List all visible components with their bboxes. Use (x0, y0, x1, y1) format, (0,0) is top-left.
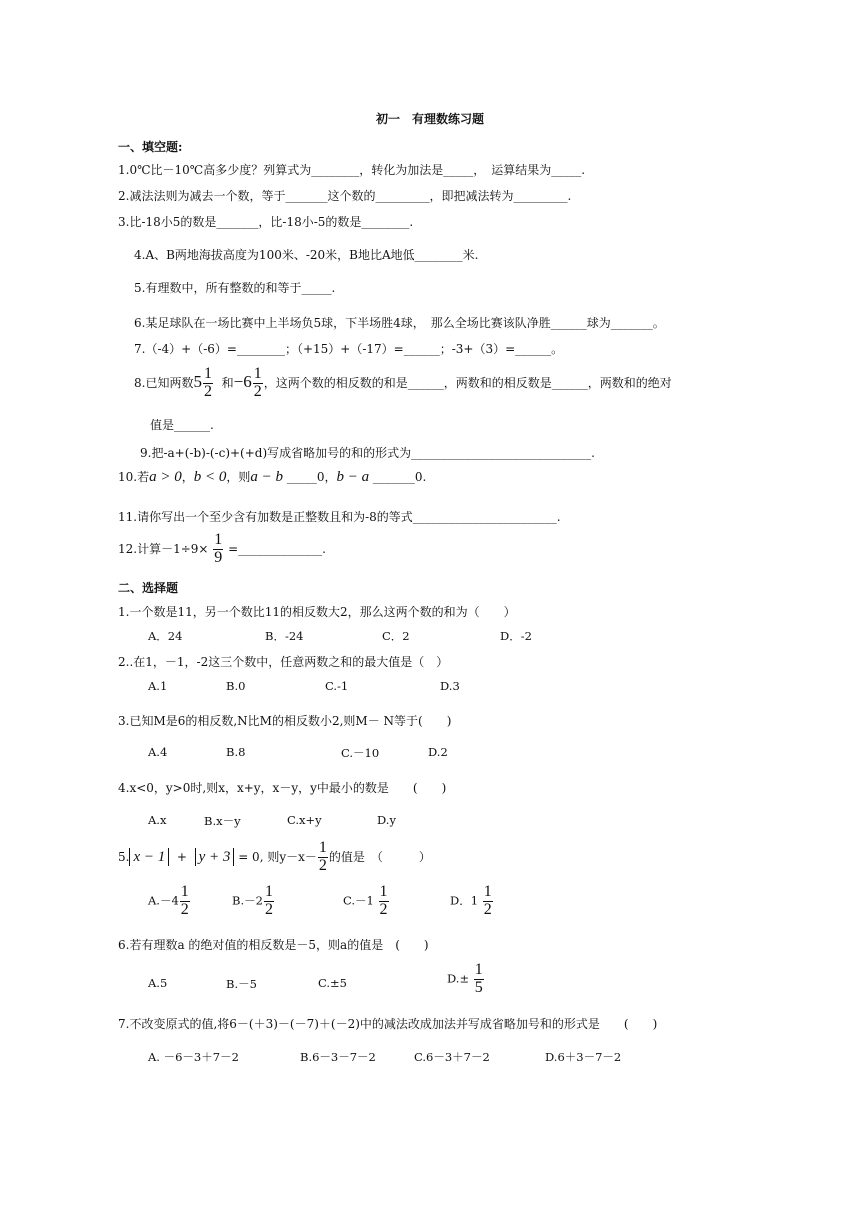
question-5: 5.有理数中，所有整数的和等于_____. (134, 281, 336, 295)
question-2: 2.减法法则为减去一个数，等于_______这个数的_________，即把减法转为_________. (118, 189, 572, 203)
c5-frac-num: 1 (318, 839, 327, 856)
c5-b-fraction (264, 884, 274, 919)
q12-rest: =______________. (228, 541, 326, 556)
choice-5-option-b (232, 884, 275, 919)
choice-4-stem: 4.x<0，y>0时,则x，x+y，x－y，y中最小的数是 ( ) (118, 781, 447, 795)
choice-2-option-a: A.1 (148, 679, 168, 693)
question-9: 9.把-a+(-b)-(-c)+(+d)写成省略加号的和的形式为______________________________. (140, 446, 595, 460)
c5-fraction (318, 840, 328, 875)
question-8 (134, 366, 672, 401)
q10-sep: ， (181, 470, 194, 484)
choice-5-option-d (450, 884, 494, 919)
choice-4-option-c: C.x+y (287, 813, 322, 827)
c5-c-fraction (379, 884, 389, 919)
choice-2-option-d: D.3 (440, 679, 460, 693)
choice-3-option-c: C.－10 (341, 746, 380, 760)
question-1: 1.0℃比－10℃高多少度？列算式为________，转化为加法是_____， 运算结果为_____. (118, 163, 586, 177)
question-8-cont: 值是______. (150, 418, 214, 432)
c5-b-den: 2 (264, 900, 273, 918)
c5-rest: 的值是 （ ） (328, 849, 431, 864)
section-fill-in: 一、填空题: (118, 140, 183, 154)
c5-c-num: 1 (379, 883, 388, 900)
q8-whole2: −6 (233, 371, 252, 391)
choice-4-option-a: A.x (148, 813, 167, 827)
choice-1-option-a: A．24 (148, 629, 183, 643)
q8-rest: ，这两个数的相反数的和是______，两数和的相反数是______，两数和的绝对 (263, 375, 672, 390)
q10-blank-2: _______0. (372, 470, 427, 484)
choice-7-option-a: A. －6－3＋7－2 (148, 1050, 239, 1064)
choice-3-option-d: D.2 (428, 745, 448, 759)
choice-6-option-c: C.±5 (318, 976, 347, 990)
c5-prefix: 5. (118, 849, 130, 864)
c6-d-fraction (474, 962, 484, 997)
c5-a-fraction (180, 884, 190, 919)
c5-abs-1: x − 1 (129, 848, 169, 866)
q10-prefix: 10.若 (118, 470, 150, 484)
q8-whole1: 5 (193, 371, 202, 391)
q12-frac-den: 9 (214, 548, 223, 566)
c5-c-den: 2 (379, 900, 388, 918)
section-choice: 二、选择题 (118, 581, 179, 595)
question-3: 3.比-18小5的数是_______，比-18小-5的数是________. (118, 215, 414, 229)
choice-2-stem: 2..在1，－1，-2这三个数中，任意两数之和的最大值是（ ） (118, 655, 449, 669)
choice-3-stem: 3.已知M是6的相反数,N比M的相反数小2,则M－ N等于( ) (118, 714, 452, 728)
c5-a-prefix: A.－4 (148, 893, 179, 908)
c5-a-den: 2 (180, 900, 189, 918)
c6-d-num: 1 (474, 961, 483, 978)
c5-d-fraction (483, 884, 493, 919)
q10-blank-1: _____0， (286, 470, 337, 484)
choice-1-stem: 1.一个数是11，另一个数比11的相反数大2，那么这两个数的和为（ ） (118, 605, 516, 619)
q8-fraction-2 (253, 366, 263, 401)
c5-b-num: 1 (264, 883, 273, 900)
c5-a-num: 1 (180, 883, 189, 900)
choice-4-option-b: B.x－y (204, 814, 241, 828)
question-11: 11.请你写出一个至少含有加数是正整数且和为-8的等式________________________. (118, 510, 561, 524)
choice-5-option-a (148, 884, 191, 919)
q8-frac2-den: 2 (253, 382, 262, 400)
choice-3-option-a: A.4 (148, 745, 168, 759)
choice-6-option-a: A.5 (148, 976, 168, 990)
choice-3-option-b: B.8 (226, 745, 246, 759)
c5-c-prefix: C.－1 (343, 893, 374, 908)
q8-frac2-num: 1 (253, 365, 262, 382)
choice-5-option-c (343, 884, 390, 919)
question-10 (118, 468, 426, 486)
c5-mid: = 0, 则y－x－ (238, 849, 317, 864)
c6-d-prefix: D.± (447, 971, 470, 986)
choice-7-option-d: D.6＋3－7－2 (545, 1050, 622, 1064)
page-title: 初一 有理数练习题 (375, 112, 484, 126)
choice-7-option-c: C.6－3＋7－2 (414, 1050, 490, 1064)
q10-expr-4: b − a (336, 469, 370, 485)
choice-7-stem: 7.不改变原式的值,将6－(＋3)－(－7)＋(－2)中的减法改成加法并写成省略加号和的形式是 ( ) (118, 1017, 658, 1031)
choice-6-option-d (447, 962, 485, 997)
question-6: 6.某足球队在一场比赛中上半场负5球，下半场胜4球， 那么全场比赛该队净胜______球为_______。 (134, 316, 665, 330)
choice-1-option-c: C．2 (382, 629, 410, 643)
q10-mid: ，则 (226, 470, 251, 484)
c5-frac-den: 2 (318, 856, 327, 874)
q12-fraction (213, 532, 223, 567)
c5-b-prefix: B.－2 (232, 893, 263, 908)
choice-6-stem: 6.若有理数a 的绝对值的相反数是－5，则a的值是 ( ) (118, 938, 429, 952)
choice-6-option-b: B.－5 (226, 977, 257, 991)
choice-2-option-b: B.0 (226, 679, 246, 693)
question-12 (118, 532, 326, 567)
choice-7-option-b: B.6－3－7－2 (300, 1050, 376, 1064)
choice-1-option-b: B．-24 (265, 629, 304, 643)
c5-d-den: 2 (483, 900, 492, 918)
q8-frac1-den: 2 (203, 382, 212, 400)
choice-2-option-c: C.-1 (325, 679, 349, 693)
c5-plus: + (176, 849, 187, 864)
choice-4-option-d: D.y (377, 813, 396, 827)
q12-prefix: 12.计算－1÷9× (118, 541, 209, 556)
question-4: 4.A、B两地海拔高度为100米、-20米，B地比A地低________米. (134, 248, 479, 262)
q12-frac-num: 1 (214, 531, 223, 548)
choice-5-stem (118, 840, 431, 875)
c5-d-num: 1 (483, 883, 492, 900)
q8-fraction-1 (203, 366, 213, 401)
q10-expr-1: a > 0 (149, 469, 182, 485)
q8-frac1-num: 1 (203, 365, 212, 382)
choice-1-option-d: D．-2 (500, 629, 532, 643)
q8-and: 和 (221, 375, 234, 390)
q10-expr-3: a − b (250, 469, 283, 485)
c5-d-prefix: D．1 (450, 893, 479, 908)
question-7: 7.（-4）+（-6）=________；（+15）+（-17）=______；-3+（3）=______。 (134, 342, 564, 356)
c6-d-den: 5 (474, 978, 483, 996)
q8-prefix: 8.已知两数 (134, 375, 194, 390)
q10-expr-2: b < 0 (193, 469, 227, 485)
c5-abs-2: y + 3 (195, 848, 235, 866)
